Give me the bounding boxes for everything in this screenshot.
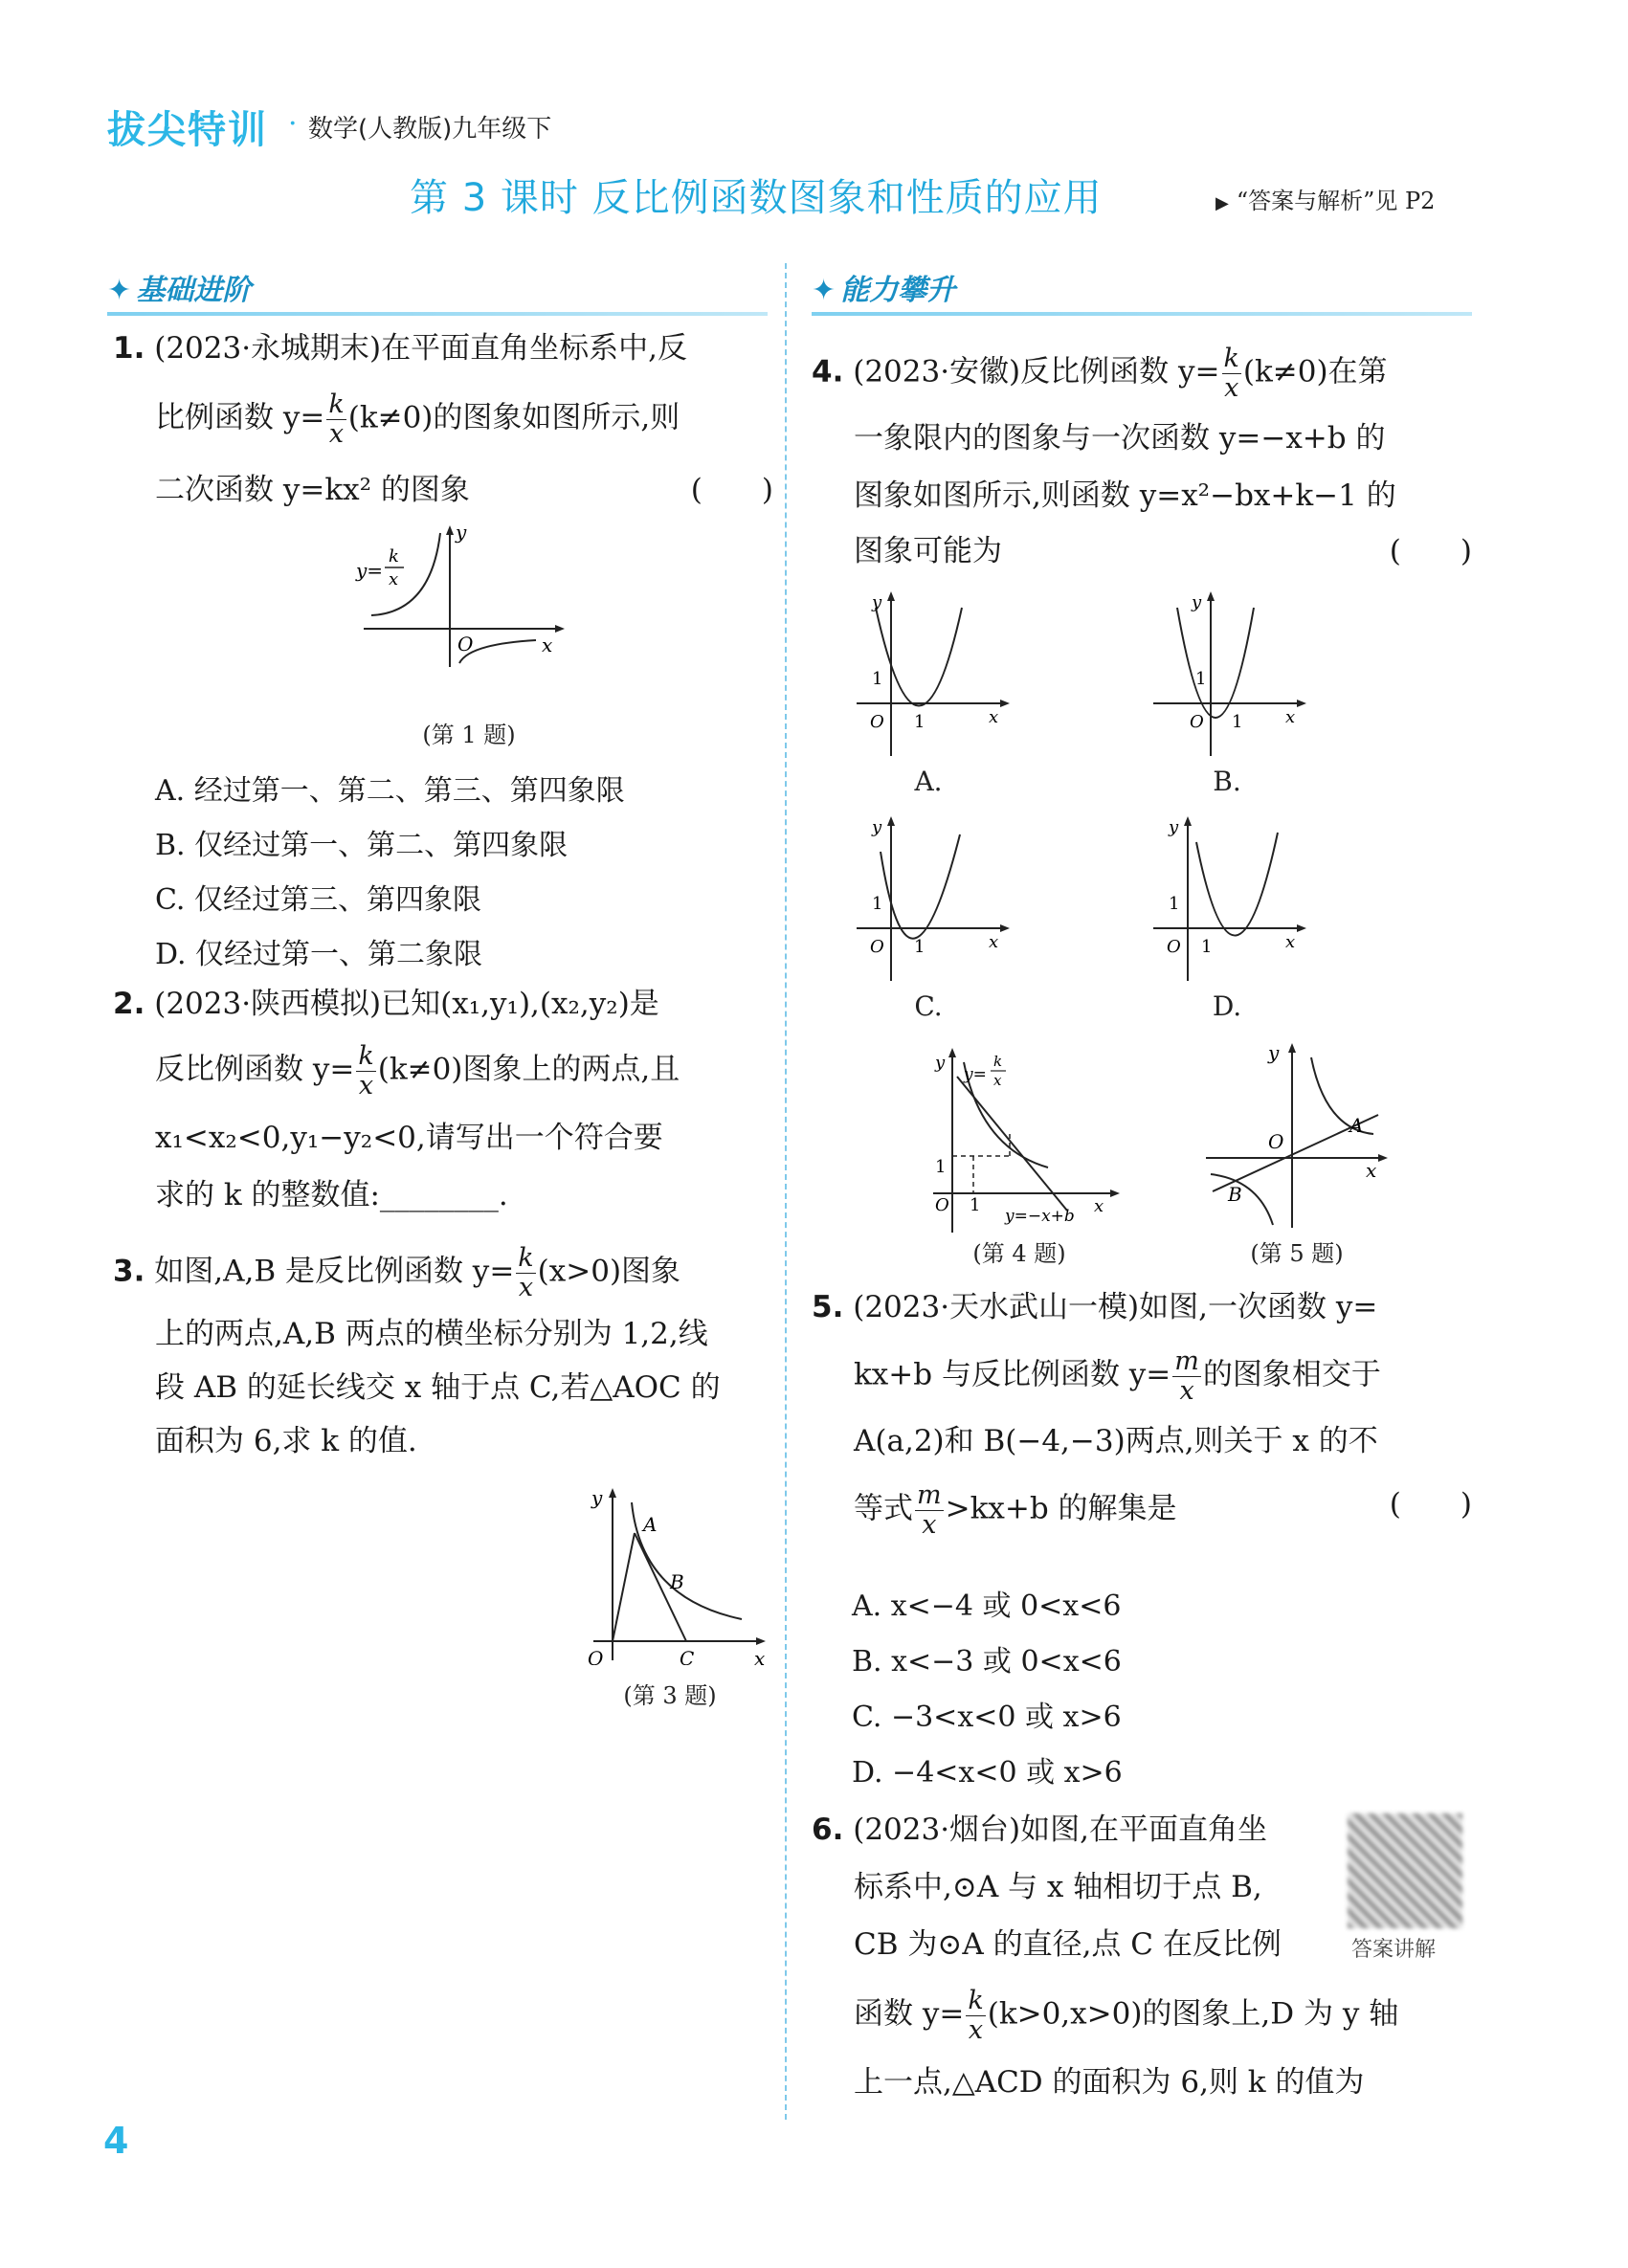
question-number: 2. [113, 987, 145, 1021]
svg-text:x: x [989, 707, 999, 727]
svg-text:C: C [680, 1647, 695, 1665]
qr-code-icon[interactable] [1348, 1813, 1462, 1928]
q3-figure [574, 1483, 775, 1665]
q4-option-c-graph[interactable] [847, 813, 1015, 986]
question-number: 3. [113, 1254, 145, 1289]
q4-figure [924, 1043, 1125, 1234]
question-1: 1. (2023·永城期末)在平面直角坐标系中,反 比例函数 y= $\frac{k}{x}$ (k≠0)的图象如图所示,则 二次函数 y=kx² 的图象 ( ) [113, 325, 773, 513]
svg-text:A: A [643, 1513, 658, 1536]
svg-text:y: y [456, 522, 467, 544]
answer-reference: ▶ “答案与解析”见 P2 [1215, 188, 1436, 214]
column-divider [785, 263, 787, 2120]
brand-logo: 拔尖特训 [107, 108, 268, 152]
svg-text:y=−x+b: y=−x+b [1005, 1207, 1075, 1226]
qr-caption: 答案讲解 [1351, 1938, 1437, 1962]
svg-text:x: x [1285, 707, 1296, 727]
svg-text:x: x [1094, 1196, 1104, 1216]
svg-text:1: 1 [872, 894, 883, 914]
svg-text:B: B [1228, 1183, 1242, 1206]
figure-caption: (第 3 题) [623, 1682, 717, 1709]
question-4: 4. (2023·安徽)反比例函数 y= $\frac{k}{x}$ (k≠0)在第 一象限内的图象与一次函数 y=−x+b 的 图象如图所示,则函数 y=x²−bx+k−1 的 图象可能为 ( ) [812, 345, 1472, 574]
runner-icon: ✦ [812, 274, 836, 307]
answer-bracket: ( ) [1389, 1487, 1472, 1523]
option-a: A. x<−4 或 0<x<6 [852, 1590, 1122, 1623]
svg-text:k: k [993, 1053, 1003, 1070]
question-2: 2. (2023·陕西模拟)已知(x₁,y₁),(x₂,y₂)是 反比例函数 y= $\frac{k}{x}$ (k≠0)图象上的两点,且 x₁<x₂<0,y₁−y₂<0,请写出一个符合要 求的 k 的整数值:________. [113, 981, 773, 1218]
fraction: $\frac{k}{x}$ [358, 1041, 374, 1101]
fraction: $\frac{k}{x}$ [968, 1986, 984, 2045]
question-5: 5. (2023·天水武山一模)如图,一次函数 y= kx+b 与反比例函数 y= $\frac{m}{x}$ 的图象相交于 A(a,2)和 B(−4,−3)两点,则关于 x 的不 等式 $\frac{m}{x}$ >kx+b 的解集是 ( ) [812, 1290, 1472, 1541]
svg-text:x: x [1366, 1159, 1377, 1182]
svg-text:x: x [542, 634, 553, 656]
basic-section-header [107, 266, 768, 316]
q4-option-b-graph[interactable] [1144, 589, 1311, 761]
svg-text:1: 1 [914, 937, 926, 957]
q5-figure [1201, 1038, 1393, 1230]
question-number: 4. [812, 354, 844, 389]
svg-text:O: O [870, 937, 884, 957]
fraction: $\frac{k}{x}$ [328, 389, 345, 449]
option-d: D. −4<x<0 或 x>6 [852, 1756, 1123, 1790]
question-3: 3. 如图,A,B 是反比例函数 y= $\frac{k}{x}$ (x>0)图象 上的两点,A,B 两点的横坐标分别为 1,2,线 段 AB 的延长线交 x 轴于点 C,若△AOC 的 面积为 6,求 k 的值. [113, 1243, 721, 1459]
svg-text:O: O [1190, 712, 1204, 732]
svg-text:O: O [870, 712, 884, 732]
svg-text:1: 1 [970, 1195, 981, 1215]
svg-text:1: 1 [914, 712, 926, 732]
option-label-d[interactable]: D. [1212, 990, 1242, 1022]
option-b: B. 仅经过第一、第二、第四象限 [155, 829, 569, 862]
advanced-section-header [812, 266, 1472, 316]
q5-options [852, 1579, 1123, 1801]
q1-figure [345, 522, 574, 675]
option-d: D. 仅经过第一、第二象限 [155, 938, 483, 971]
answer-bracket: ( ) [1389, 534, 1472, 569]
option-c: C. 仅经过第三、第四象限 [155, 883, 481, 917]
figure-caption: (第 1 题) [422, 722, 516, 748]
q1-options [155, 764, 625, 982]
svg-text:y: y [1169, 817, 1179, 837]
svg-text:1: 1 [1232, 712, 1243, 732]
answer-blank[interactable]: 求的 k 的整数值:________. [155, 1178, 508, 1213]
figure-caption: (第 5 题) [1250, 1240, 1344, 1267]
svg-text:1: 1 [1169, 894, 1180, 914]
svg-text:y=: y= [356, 559, 384, 582]
svg-text:1: 1 [1195, 669, 1207, 689]
figure-caption: (第 4 题) [972, 1240, 1066, 1267]
section-title-basic: 基础进阶 [136, 274, 252, 307]
fraction: $\frac{k}{x}$ [518, 1243, 534, 1302]
question-6: 6. (2023·烟台)如图,在平面直角坐 标系中,⊙A 与 x 轴相切于点 B, CB 为⊙A 的直径,点 C 在反比例 函数 y= $\frac{k}{x}$ (k>0,x>0)的图象上,D 为 y 轴 上一点,△ACD 的面积为 6,则 k 的值为 [812, 1812, 1399, 2101]
play-triangle-icon: ▶ [1215, 193, 1229, 213]
svg-text:1: 1 [1201, 937, 1213, 957]
svg-text:1: 1 [872, 669, 883, 689]
answer-bracket: ( ) [690, 473, 773, 508]
svg-text:y: y [872, 817, 882, 837]
svg-text:x: x [1285, 932, 1296, 952]
section-underline [812, 312, 1472, 316]
svg-text:y: y [872, 592, 882, 612]
question-number: 5. [812, 1290, 844, 1324]
question-number: 6. [812, 1812, 844, 1847]
svg-text:y=: y= [964, 1065, 987, 1084]
option-b: B. x<−3 或 0<x<6 [852, 1645, 1122, 1679]
fraction: $\frac{m}{x}$ [917, 1480, 942, 1541]
svg-text:x: x [754, 1647, 766, 1665]
svg-text:x: x [993, 1072, 1002, 1089]
option-a: A. 经过第一、第二、第三、第四象限 [155, 774, 625, 808]
svg-text:x: x [989, 932, 999, 952]
lesson-title: 第 3 课时 反比例函数图象和性质的应用 [410, 176, 1103, 220]
fraction: $\frac{m}{x}$ [1174, 1346, 1199, 1406]
svg-text:O: O [935, 1195, 949, 1215]
subject-label: 数学(人教版)九年级下 [308, 115, 552, 144]
svg-text:1: 1 [935, 1157, 947, 1177]
option-label-a[interactable]: A. [914, 766, 943, 797]
option-label-c[interactable]: C. [914, 990, 943, 1022]
svg-text:y: y [591, 1486, 603, 1509]
q4-option-a-graph[interactable] [847, 589, 1015, 761]
svg-text:y: y [1268, 1041, 1280, 1064]
question-number: 1. [113, 331, 145, 366]
svg-text:A: A [1349, 1114, 1364, 1137]
svg-text:y: y [935, 1053, 946, 1073]
svg-text:y: y [1192, 592, 1202, 612]
svg-text:O: O [457, 633, 474, 656]
svg-text:O: O [588, 1647, 604, 1665]
section-underline [107, 312, 768, 316]
page-number: 4 [103, 2120, 129, 2162]
option-c: C. −3<x<0 或 x>6 [852, 1701, 1122, 1734]
section-title-advanced: 能力攀升 [840, 274, 956, 307]
svg-text:x: x [389, 569, 399, 589]
svg-text:B: B [670, 1570, 684, 1593]
svg-text:O: O [1167, 937, 1181, 957]
q4-option-d-graph[interactable] [1144, 813, 1311, 986]
fraction: $\frac{k}{x}$ [1223, 344, 1239, 403]
option-label-b[interactable]: B. [1213, 766, 1241, 797]
brand-dot: · [288, 107, 298, 141]
svg-text:O: O [1268, 1130, 1284, 1153]
svg-text:k: k [389, 546, 399, 567]
runner-icon: ✦ [107, 274, 132, 307]
